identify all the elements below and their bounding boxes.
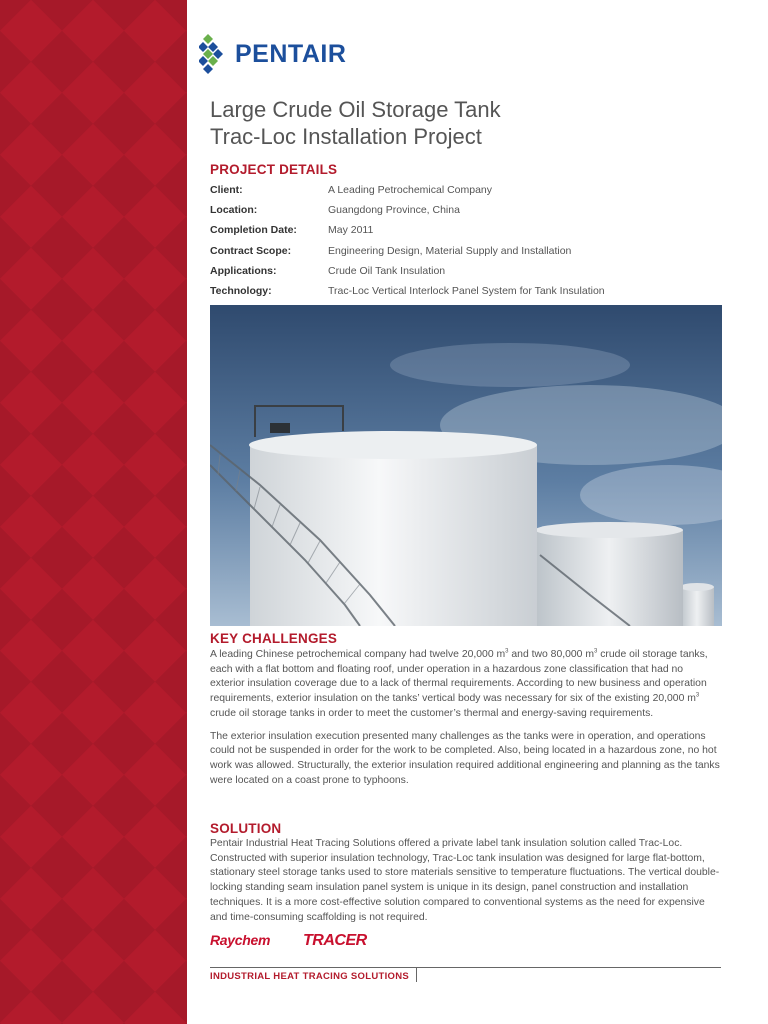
red-sidebar	[0, 0, 187, 1024]
solution-paragraph-1: Pentair Industrial Heat Tracing Solutions offered a private label tank insulation solution called Trac-Loc. Constructed with superior insulation technology, Trac-Loc tank insulation was designed for large flat-bottom, stationary steel storage tanks used to store materials sensitive to temperature fluctuations. The vertical double-locking standing seam insulation panel system is unique in its design, panel construction and installation techniques. It is a more cost-effective solution compared to conventional systems as the need for expensive and time-consuming scaffolding is not required.	[210, 838, 720, 923]
detail-value: A Leading Petrochemical Company	[328, 184, 493, 197]
text-run: and two 80,000 m	[508, 649, 594, 660]
storage-tanks-photo	[210, 305, 722, 626]
detail-row	[210, 261, 730, 281]
detail-value: Crude Oil Tank Insulation	[328, 264, 446, 277]
detail-row	[210, 281, 730, 301]
key-challenges-paragraph-2: The exterior insulation execution presented many challenges as the tanks were in operation, and operations could not be suspended in order for the work to be completed. Also, being located in a hazardous zone, no hot work was allowed. Structurally, the exterior insulation required additional engineering and planning as the tanks were located on a coast prone to typhoons.	[210, 730, 720, 786]
key-challenges-body	[210, 648, 720, 788]
project-details-heading: PROJECT DETAILS	[210, 162, 338, 177]
raychem-logo: Raychem	[210, 932, 271, 948]
detail-value: Engineering Design, Material Supply and Installation	[328, 244, 572, 257]
detail-row	[210, 200, 730, 220]
text-run: crude oil storage tanks in order to meet the customer’s thermal and energy-saving requirements.	[210, 707, 654, 719]
text-run: crude oil storage tanks, each with a flat bottom and floating roof, under operation in a hazardous zone classification that had no exterior insulation coverage due to a lack of thermal requirements. According to new business and operation requirements, exterior insulation on the tanks’ vertical body was necessary for six of the existing 20,000 m	[210, 649, 708, 705]
superscript: 3	[505, 648, 509, 655]
pentair-logo	[199, 34, 346, 74]
detail-label: Client:	[210, 184, 243, 197]
title-line-1: Large Crude Oil Storage Tank	[210, 97, 501, 122]
footer-divider	[210, 967, 721, 968]
pentair-diamond-logo-icon	[199, 34, 229, 74]
document-title	[210, 96, 730, 150]
detail-value: Guangdong Province, China	[328, 204, 460, 217]
superscript: 3	[594, 648, 598, 655]
key-challenges-heading: KEY CHALLENGES	[210, 631, 338, 646]
project-details-table	[210, 180, 730, 301]
solution-heading: SOLUTION	[210, 821, 282, 836]
superscript: 3	[695, 692, 700, 699]
solution-body	[210, 837, 720, 925]
detail-row	[210, 180, 730, 200]
detail-label: Contract Scope:	[210, 244, 292, 257]
detail-label: Applications:	[210, 264, 277, 277]
footer-tick	[416, 968, 417, 982]
detail-row	[210, 241, 730, 261]
detail-label: Technology:	[210, 285, 272, 298]
detail-value: Trac-Loc Vertical Interlock Panel System for Tank Insulation	[328, 285, 605, 298]
key-challenges-paragraph-1	[210, 648, 720, 722]
footer-text: INDUSTRIAL HEAT TRACING SOLUTIONS	[210, 971, 410, 982]
logo-text: PENTAIR	[235, 39, 347, 68]
detail-row	[210, 220, 730, 240]
text-run: A leading Chinese petrochemical company had twelve 20,000 m	[210, 649, 506, 660]
title-line-2: Trac-Loc Installation Project	[210, 124, 482, 149]
detail-value: May 2011	[328, 224, 374, 237]
detail-label: Completion Date:	[210, 224, 297, 237]
tracer-logo: TRACER	[303, 932, 367, 949]
detail-label: Location:	[210, 204, 258, 217]
